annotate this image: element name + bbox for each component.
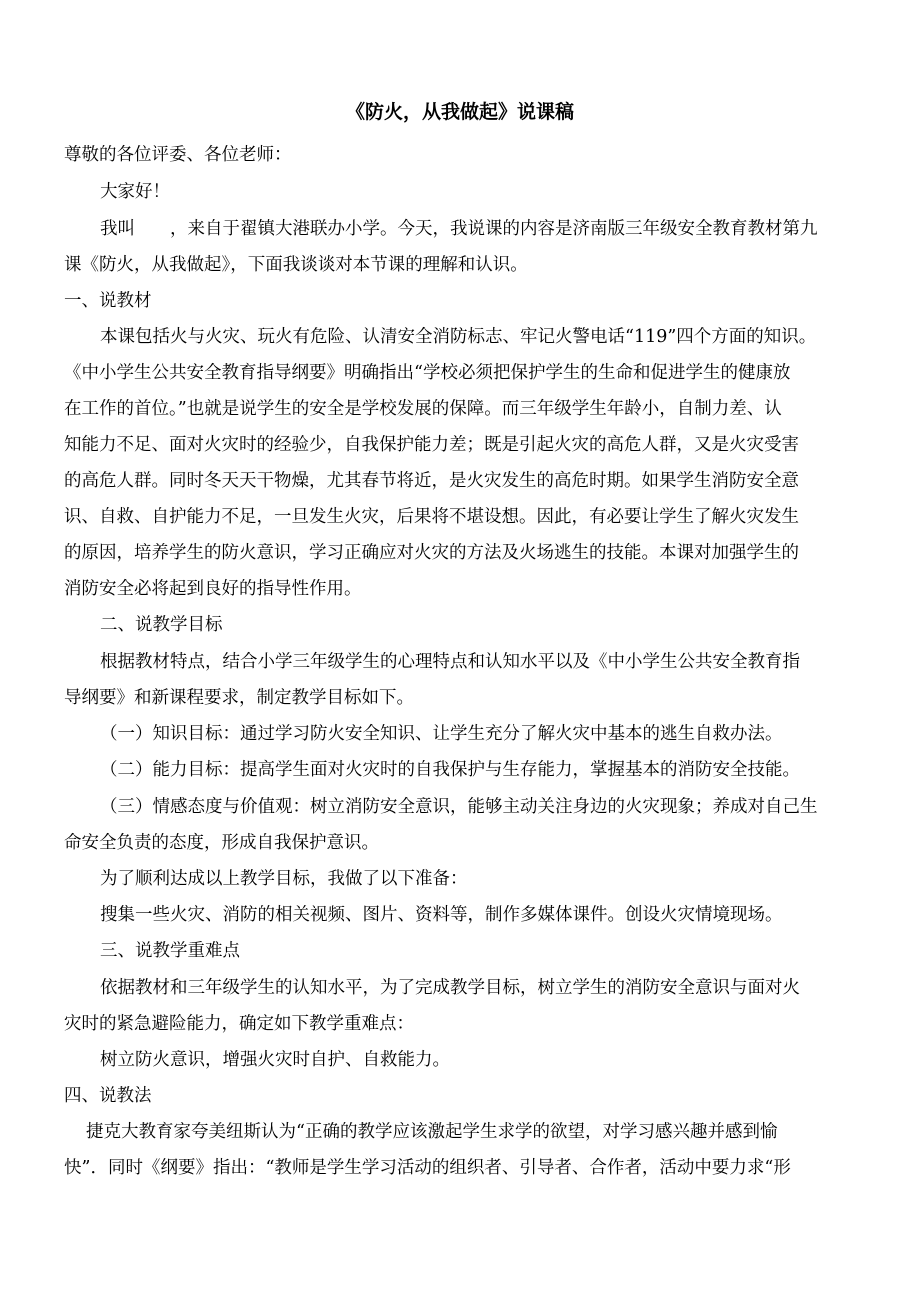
paragraph-line: 树立防火意识，增强火灾时自护、自救能力。: [100, 1050, 450, 1070]
section-heading: 四、说教法: [64, 1086, 152, 1106]
paragraph-line: 识、自救、自护能力不足，一旦发生火灾，后果将不堪设想。因此，有必要让学生了解火灾发生: [64, 507, 799, 527]
paragraph-line: 的原因，培养学生的防火意识，学习正确应对火灾的方法及火场逃生的技能。本课对加强学生的: [64, 543, 799, 563]
section-heading: 二、说教学目标: [100, 615, 223, 635]
paragraph-line: 知能力不足、面对火灾时的经验少，自我保护能力差；既是引起火灾的高危人群，又是火灾受害: [64, 435, 799, 455]
section-heading: 三、说教学重难点: [100, 941, 240, 961]
paragraph-line: 我叫 ，来自于翟镇大港联办小学。今天，我说课的内容是济南版三年级安全教育教材第九: [100, 219, 818, 239]
paragraph-line: 导纲要》和新课程要求，制定教学目标如下。: [64, 688, 414, 708]
section-heading: 一、说教材: [64, 291, 152, 311]
paragraph-line: 依据教材和三年级学生的认知水平，为了完成教学目标，树立学生的消防安全意识与面对火: [100, 978, 800, 998]
paragraph-line: 《中小学生公共安全教育指导纲要》明确指出“学校必须把保护学生的生命和促进学生的健康放: [64, 363, 791, 383]
paragraph-line: 搜集一些火灾、消防的相关视频、图片、资料等，制作多媒体课件。创设火灾情境现场。: [100, 905, 783, 925]
paragraph-line: 课《防火，从我做起》，下面我谈谈对本节课的理解和认识。: [64, 255, 528, 275]
paragraph-line: 根据教材特点，结合小学三年级学生的心理特点和认知水平以及《中小学生公共安全教育指: [100, 652, 800, 672]
objective-line: （二）能力目标：提高学生面对火灾时的自我保护与生存能力，掌握基本的消防安全技能。: [100, 760, 800, 780]
paragraph-line: 命安全负责的态度，形成自我保护意识。: [64, 833, 379, 853]
document-title: 《防火，从我做起》说课稿: [345, 101, 574, 123]
paragraph-line: 在工作的首位。”也就是说学生的安全是学校发展的保障。而三年级学生年龄小，自制力差、认: [64, 399, 782, 419]
hello-line: 大家好！: [100, 182, 170, 202]
paragraph-line: 消防安全必将起到良好的指导性作用。: [64, 579, 362, 599]
objective-line: （一）知识目标：通过学习防火安全知识、让学生充分了解火灾中基本的逃生自救办法。: [100, 724, 783, 744]
paragraph-line: 本课包括火与火灾、玩火有危险、认清安全消防标志、牢记火警电话“119”四个方面的知识。: [100, 327, 817, 347]
greeting-line: 尊敬的各位评委、各位老师：: [64, 145, 292, 165]
paragraph-line: 快”．同时《纲要》指出：“教师是学生学习活动的组织者、引导者、合作者，活动中要力求“形: [64, 1158, 791, 1178]
paragraph-line: 的高危人群。同时冬天天干物燥，尤其春节将近，是火灾发生的高危时期。如果学生消防安全意: [64, 471, 799, 491]
paragraph-line: 捷克大教育家夸美纽斯认为“正确的教学应该激起学生求学的欲望，对学习感兴趣并感到愉: [86, 1122, 778, 1142]
objective-line: （三）情感态度与价值观：树立消防安全意识，能够主动关注身边的火灾现象；养成对自己生: [100, 797, 818, 817]
paragraph-line: 为了顺利达成以上教学目标，我做了以下准备：: [100, 869, 468, 889]
paragraph-line: 灾时的紧急避险能力，确定如下教学重难点：: [64, 1014, 414, 1034]
